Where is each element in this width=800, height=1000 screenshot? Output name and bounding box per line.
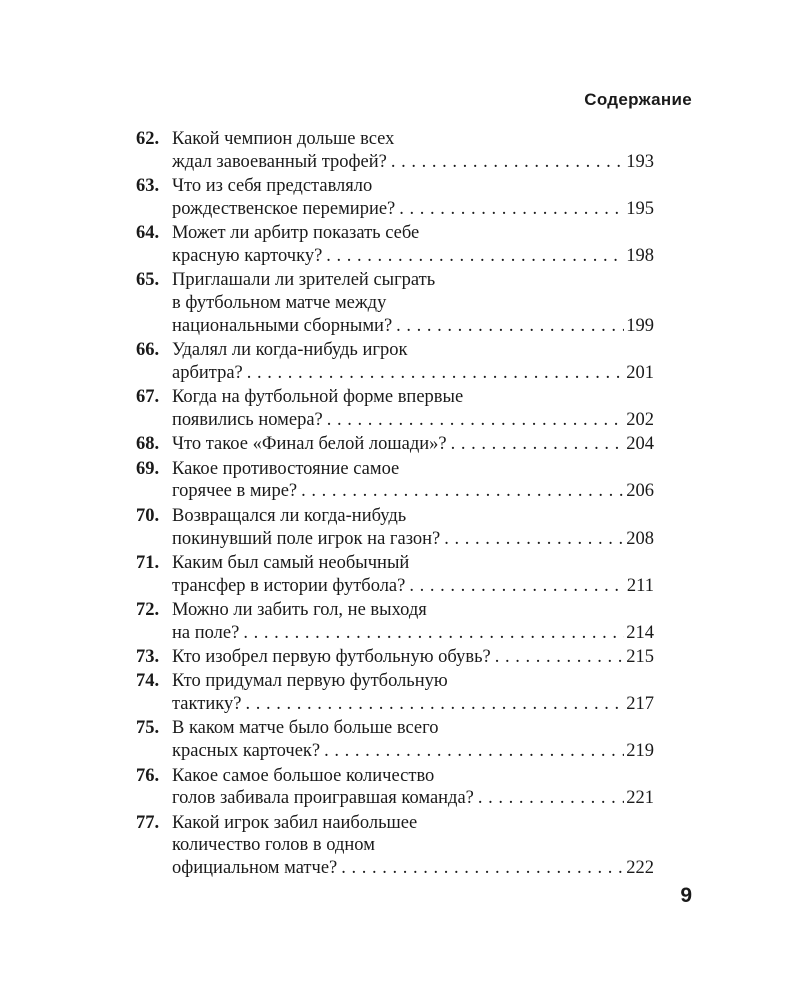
entry-title-line	[172, 670, 654, 693]
entry-number: 75.	[136, 718, 160, 739]
entry-page-number: 214	[626, 622, 654, 643]
dot-leader	[341, 857, 624, 880]
dot-leader	[327, 409, 625, 432]
entry-page-number: 198	[626, 245, 654, 266]
entry-page-number: 201	[626, 362, 654, 383]
entry-title-text: горячее в мире?	[172, 481, 298, 502]
toc-entry[interactable]	[136, 458, 654, 504]
entry-page-number: 217	[626, 694, 654, 715]
entry-number: 67.	[136, 387, 160, 408]
entry-number: 76.	[136, 765, 160, 786]
toc-entry[interactable]	[136, 670, 654, 716]
entry-title-text: Какой игрок забил наибольшее	[172, 812, 418, 833]
entry-title-line	[172, 315, 654, 338]
entry-number: 73.	[136, 647, 160, 668]
entry-title-line	[172, 292, 654, 315]
toc-entry[interactable]	[136, 269, 654, 337]
toc-entry[interactable]	[136, 433, 654, 456]
entry-title-text: Можно ли забить гол, не выходя	[172, 599, 427, 620]
entry-page-number: 202	[626, 410, 654, 431]
entry-title-text: Возвращался ли когда-нибудь	[172, 505, 407, 526]
entry-title-text: Может ли арбитр показать себе	[172, 223, 420, 244]
dot-leader	[444, 528, 624, 551]
entry-title-text: арбитра?	[172, 362, 243, 383]
entry-title-text: Приглашали ли зрителей сыграть	[172, 270, 436, 291]
entry-title	[172, 670, 654, 716]
entry-title	[172, 269, 654, 337]
entry-title-line	[172, 409, 654, 432]
entry-title-line	[172, 717, 654, 740]
entry-title-line	[172, 269, 654, 292]
toc-entry[interactable]	[136, 765, 654, 811]
entry-title-text: количество голов в одном	[172, 835, 375, 856]
entry-title-line	[172, 575, 654, 598]
entry-title-text: покинувший поле игрок на газон?	[172, 528, 441, 549]
entry-number: 64.	[136, 223, 160, 244]
dot-leader	[396, 315, 624, 338]
dot-leader	[478, 787, 624, 810]
entry-title-text: Какое противостояние самое	[172, 458, 400, 479]
dot-leader	[399, 198, 624, 221]
entry-title-line	[172, 505, 654, 528]
toc-entry[interactable]	[136, 646, 654, 669]
entry-title	[172, 386, 654, 432]
entry-title-line	[172, 458, 654, 481]
entry-title-line	[172, 362, 654, 385]
toc-entry[interactable]	[136, 505, 654, 551]
entry-page-number: 215	[626, 647, 654, 668]
running-head: Содержание	[584, 90, 692, 109]
entry-page-number: 193	[626, 151, 654, 172]
entry-title-text: красных карточек?	[172, 741, 321, 762]
entry-title-text: рождественское перемирие?	[172, 198, 396, 219]
dot-leader	[243, 622, 624, 645]
entry-title-text: Какое самое большое количество	[172, 765, 435, 786]
toc-entry[interactable]	[136, 128, 654, 174]
entry-title-text: Когда на футбольной форме впервые	[172, 387, 464, 408]
entry-number: 68.	[136, 434, 160, 455]
dot-leader	[301, 480, 624, 503]
entry-title-line	[172, 812, 654, 835]
entry-title-text: Кто изобрел первую футбольную обувь?	[172, 647, 491, 668]
dot-leader	[324, 740, 624, 763]
toc-entry[interactable]	[136, 222, 654, 268]
entry-title-line	[172, 222, 654, 245]
entry-page-number: 195	[626, 198, 654, 219]
entry-number: 70.	[136, 505, 160, 526]
entry-title-line	[172, 339, 654, 362]
dot-leader	[326, 245, 624, 268]
entry-number: 74.	[136, 671, 160, 692]
entry-title-text: Что такое «Финал белой лошади»?	[172, 434, 447, 455]
entry-title-text: красную карточку?	[172, 245, 323, 266]
entry-title-line	[172, 599, 654, 622]
dot-leader	[409, 575, 625, 598]
entry-page-number: 208	[626, 528, 654, 549]
entry-title-text: официальном матче?	[172, 858, 338, 879]
entry-title-line	[172, 528, 654, 551]
entry-title-line	[172, 245, 654, 268]
entry-page-number: 211	[626, 575, 654, 596]
toc-entry[interactable]	[136, 599, 654, 645]
toc-entry[interactable]	[136, 717, 654, 763]
entry-number: 71.	[136, 552, 160, 573]
entry-number: 66.	[136, 340, 160, 361]
entry-title	[172, 646, 654, 669]
page-number: 9	[680, 884, 692, 907]
entry-number: 65.	[136, 270, 160, 291]
entry-page-number: 222	[626, 858, 654, 879]
entry-title-line	[172, 787, 654, 810]
entry-title-line	[172, 386, 654, 409]
entry-title-text: ждал завоеванный трофей?	[172, 151, 387, 172]
entry-number: 62.	[136, 129, 160, 149]
dot-leader	[245, 693, 624, 716]
toc-entry[interactable]	[136, 552, 654, 598]
entry-page-number: 204	[626, 434, 654, 455]
entry-title	[172, 433, 654, 456]
toc-entry[interactable]	[136, 339, 654, 385]
entry-title	[172, 505, 654, 551]
entry-title-text: тактику?	[172, 694, 242, 715]
entry-title-line	[172, 175, 654, 198]
entry-title-line	[172, 857, 654, 880]
entry-title-line	[172, 128, 654, 151]
entry-title-text: Кто придумал первую футбольную	[172, 671, 448, 692]
table-of-contents	[136, 128, 654, 882]
toc-entry[interactable]	[136, 812, 654, 880]
entry-title-text: Какой чемпион дольше всех	[172, 129, 395, 149]
entry-title	[172, 175, 654, 221]
entry-title	[172, 339, 654, 385]
entry-title	[172, 717, 654, 763]
entry-title	[172, 458, 654, 504]
entry-title-line	[172, 552, 654, 575]
entry-title-line	[172, 693, 654, 716]
entry-title-line	[172, 198, 654, 221]
entry-title-line	[172, 151, 654, 174]
entry-number: 72.	[136, 599, 160, 620]
entry-page-number: 206	[626, 481, 654, 502]
entry-title-line	[172, 765, 654, 788]
entry-number: 77.	[136, 812, 160, 833]
entry-page-number: 199	[626, 315, 654, 336]
entry-title-line	[172, 740, 654, 763]
entry-title-line	[172, 622, 654, 645]
dot-leader	[391, 151, 624, 174]
toc-entry[interactable]	[136, 386, 654, 432]
entry-title-text: голов забивала проигравшая команда?	[172, 788, 474, 809]
dot-leader	[247, 362, 624, 385]
entry-title	[172, 812, 654, 880]
entry-title	[172, 128, 654, 174]
entry-title	[172, 765, 654, 811]
entry-title-line	[172, 433, 654, 456]
dot-leader	[495, 646, 625, 669]
entry-title-line	[172, 646, 654, 669]
entry-title	[172, 599, 654, 645]
entry-title-text: национальными сборными?	[172, 315, 393, 336]
entry-title-text: на поле?	[172, 622, 240, 643]
entry-title-text: Удалял ли когда-нибудь игрок	[172, 340, 408, 361]
entry-title-text: в футбольном матче между	[172, 293, 387, 314]
entry-title-text: Что из себя представляло	[172, 176, 373, 197]
entry-title-text: трансфер в истории футбола?	[172, 575, 406, 596]
entry-title	[172, 552, 654, 598]
entry-number: 63.	[136, 176, 160, 197]
entry-page-number: 219	[626, 741, 654, 762]
entry-title	[172, 222, 654, 268]
entry-title-text: В каком матче было больше всего	[172, 718, 439, 739]
entry-title-text: Каким был самый необычный	[172, 552, 410, 573]
entry-title-line	[172, 480, 654, 503]
entry-number: 69.	[136, 458, 160, 479]
entry-title-text: появились номера?	[172, 410, 323, 431]
entry-page-number: 221	[626, 788, 654, 809]
dot-leader	[451, 433, 625, 456]
entry-title-line	[172, 834, 654, 857]
toc-entry[interactable]	[136, 175, 654, 221]
